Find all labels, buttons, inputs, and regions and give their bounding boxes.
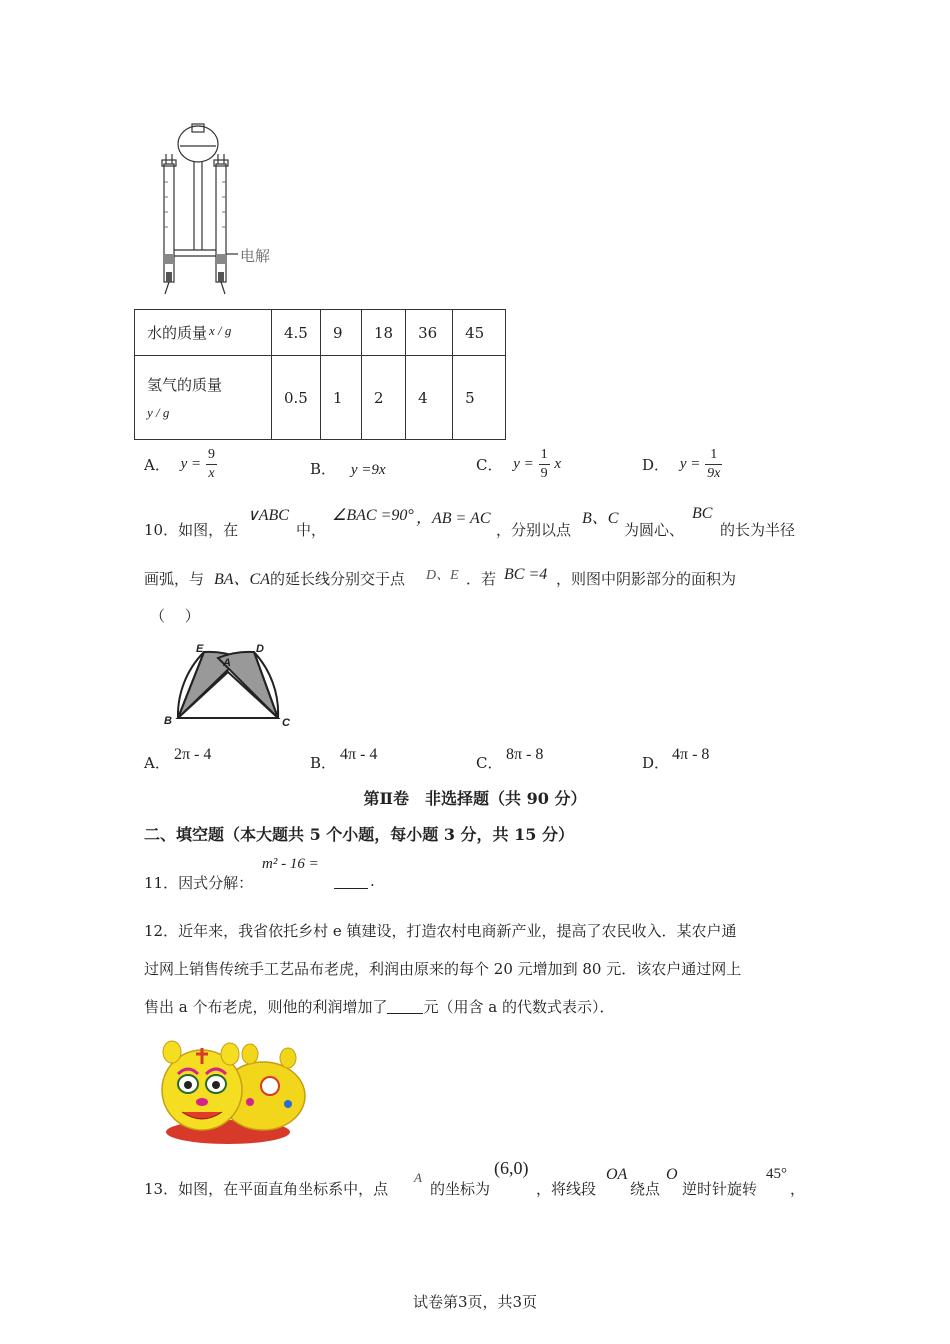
q9-option-b[interactable]: B． y =9x (310, 460, 386, 478)
q10-option-d[interactable]: D． 4π - 8 (642, 746, 710, 772)
q9-option-c[interactable]: C． y = $\frac{1}{9}$ x (476, 447, 562, 481)
q13: 13．如图，在平面直角坐标系中，点 A 的坐标为 (6,0) ，将线段 OA 绕点 O 逆时针旋转 45° ， (144, 1158, 806, 1198)
apparatus-label: 电解 (240, 247, 271, 265)
table-cell: 0.5 (272, 356, 321, 440)
table-cell: 1 (321, 356, 362, 440)
fraction: $\frac{9}{x}$ (207, 447, 215, 481)
q9-option-a[interactable]: A． y = $\frac{9}{x}$ (144, 447, 215, 481)
q9-option-d[interactable]: D． y = $\frac{1}{9x}$ (642, 447, 721, 481)
q10-answer-paren: （ ） (150, 607, 200, 625)
point-label-e: E (196, 643, 204, 655)
q11-answer-blank[interactable] (334, 874, 368, 889)
table-row (135, 356, 506, 440)
q12-line2: 过网上销售传统手工艺品布老虎，利润由原来的每个 20 元增加到 80 元．该农户通过网上 (144, 960, 742, 978)
point-label-c: C (282, 717, 290, 729)
point-label-b: B (164, 715, 172, 727)
fraction: $\frac{1}{9x}$ (707, 447, 721, 481)
table-row-header: 水的质量 x / g (135, 310, 272, 356)
point-label-a: A (223, 657, 231, 669)
q10-option-b[interactable]: B． 4π - 4 (310, 746, 378, 772)
table-cell: 18 (362, 310, 406, 356)
q10-line1: 10．如图，在 ∨ABC 中， ∠BAC =90° ，AB = AC ，分别以点 B、C 为圆心、 BC 的长为半径 (144, 505, 796, 539)
q12-line1: 12．近年来，我省依托乡村 e 镇建设，打造农村电商新产业，提高了农民收入．某农户通 (144, 922, 737, 940)
water-hydrogen-table (134, 309, 506, 440)
table-cell: 5 (453, 356, 506, 440)
table-cell: 2 (362, 356, 406, 440)
table-row (135, 310, 506, 356)
q12-line3: 售出 a 个布老虎，则他的利润增加了 元（用含 a 的代数式表示）． (144, 998, 615, 1016)
table-cell: 4 (406, 356, 453, 440)
table-cell: 45 (453, 310, 506, 356)
point-label-d: D (256, 643, 264, 655)
page-footer: 试卷第3页，共3页 (412, 1293, 538, 1311)
section-title: 第Ⅱ卷 非选择题（共 90 分） (363, 789, 587, 808)
q11: 11．因式分解： m² - 16 = . (144, 856, 375, 892)
fraction: $\frac{1}{9}$ (540, 447, 548, 481)
q12-answer-blank[interactable] (387, 999, 423, 1014)
table-cell: 4.5 (272, 310, 321, 356)
q10-line2: 画弧，与 BA、CA 的延长线分别交于点 D、E ．若 BC =4 ，则图中阴影部分的面积为 (144, 566, 737, 588)
part2-title: 二、填空题（本大题共 5 个小题，每小题 3 分，共 15 分） (144, 825, 574, 844)
q10-option-c[interactable]: C． 8π - 8 (476, 746, 544, 772)
q10-option-a[interactable]: A． 2π - 4 (144, 746, 212, 772)
q10-geometry-figure (160, 638, 300, 730)
electrolysis-apparatus-figure (150, 122, 280, 300)
table-cell: 9 (321, 310, 362, 356)
table-row-header: 氢气的质量 y / g (135, 356, 272, 440)
table-cell: 36 (406, 310, 453, 356)
cloth-tiger-image (158, 1024, 308, 1148)
